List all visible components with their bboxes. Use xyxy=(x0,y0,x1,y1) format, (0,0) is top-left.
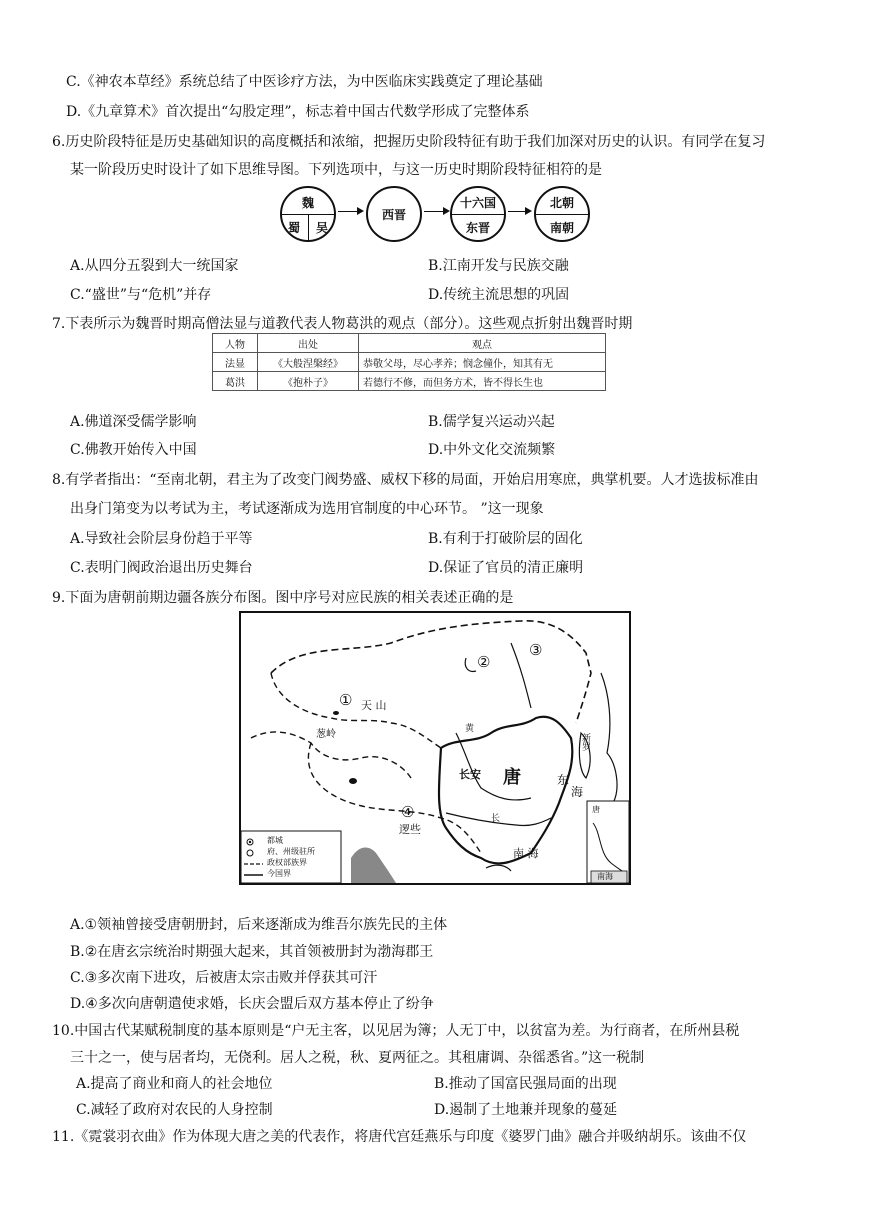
map-dong: 东 xyxy=(557,773,570,787)
q9-option-b: B.②在唐玄宗统治时期强大起来，其首领被册封为渤海郡王 xyxy=(70,944,434,960)
mindmap-arrow-3 xyxy=(508,211,530,212)
q6-stem-line2: 某一阶段历史时设计了如下思维导图。下列选项中，与这一历史时期阶段特征相符的是 xyxy=(70,162,602,178)
table-row xyxy=(213,353,606,372)
legend-capital: 都城 xyxy=(267,836,283,845)
q9-option-c: C.③多次南下进攻，后被唐太宗击败并俘获其可汗 xyxy=(70,970,378,986)
inset-title: 唐 xyxy=(592,805,600,814)
q10-stem-line1: 10.中国古代某赋税制度的基本原则是“户无主客，以见居为簿；人无丁中，以贫富为差。为行商者，在所州县税 xyxy=(52,1023,740,1039)
q7-option-d: D.中外文化交流频繁 xyxy=(428,442,556,458)
q11-stem-line1: 11.《霓裳羽衣曲》作为体现大唐之美的代表作，将唐代宫廷燕乐与印度《婆罗门曲》融合并吸纳胡乐。该曲不仅 xyxy=(52,1129,747,1145)
map-changan: 长安 xyxy=(459,768,481,781)
q6-option-b: B.江南开发与民族交融 xyxy=(428,258,569,274)
map-hai: 海 xyxy=(571,785,584,799)
table-cell: 《抱朴子》 xyxy=(258,372,359,391)
mindmap-arrow-2 xyxy=(424,211,448,212)
q10-option-d: D.遏制了土地兼并现象的蔓延 xyxy=(434,1102,618,1118)
mindmap-node-xijin xyxy=(366,186,422,242)
q6-option-d: D.传统主流思想的巩固 xyxy=(428,287,570,303)
mindmap-node-beichao-nanchao xyxy=(534,186,590,242)
q10-option-b: B.推动了国富民强局面的出现 xyxy=(434,1076,617,1092)
map-xinluo: 新罗 xyxy=(580,733,590,751)
map-congling: 葱岭 xyxy=(316,729,336,740)
map-label-3: ③ xyxy=(529,641,543,659)
map-label-2: ② xyxy=(477,653,491,671)
q10-option-a: A.提高了商业和商人的社会地位 xyxy=(76,1076,273,1092)
map-svg xyxy=(241,613,629,883)
map-label-1: ① xyxy=(339,691,353,709)
q7-stem: 7.下表所示为魏晋时期高僧法显与道教代表人物葛洪的观点（部分）。这些观点折射出魏晋时期 xyxy=(52,316,633,332)
map-tang: 唐 xyxy=(503,767,521,788)
tang-frontier-map xyxy=(239,611,631,885)
mind-map xyxy=(280,184,600,244)
mindmap-beichao: 北朝 xyxy=(549,196,574,210)
q5-option-d: D.《九章算术》首次提出“勾股定理”，标志着中国古代数学形成了完整体系 xyxy=(66,104,530,120)
table-header: 人物 xyxy=(213,334,258,353)
q7-table xyxy=(212,333,606,391)
legend-modern-border: 今国界 xyxy=(267,869,291,878)
q6-stem-line1: 6.历史阶段特征是历史基础知识的高度概括和浓缩，把握历史阶段特征有助于我们加深对历史的认识。有同学在复习 xyxy=(52,134,766,150)
mindmap-nanchao: 南朝 xyxy=(549,221,574,235)
q6-option-c: C.“盛世”与“危机”并存 xyxy=(70,287,212,303)
mindmap-arrow-1 xyxy=(338,211,362,212)
q9-option-d: D.④多次向唐朝遣使求婚，长庆会盟后双方基本停止了纷争 xyxy=(70,996,434,1012)
mindmap-shu: 蜀 xyxy=(288,221,301,235)
q5-option-c: C.《神农本草经》系统总结了中医诊疗方法，为中医临床实践奠定了理论基础 xyxy=(66,74,543,90)
q9-stem: 9.下面为唐朝前期边疆各族分布图。图中序号对应民族的相关表述正确的是 xyxy=(52,590,514,606)
legend-boundary: 政权部族界 xyxy=(267,858,307,867)
table-cell: 《大般涅槃经》 xyxy=(258,353,359,372)
mindmap-xijin: 西晋 xyxy=(381,208,406,222)
q8-option-d: D.保证了官员的清正廉明 xyxy=(428,560,584,576)
mindmap-node-16guo-dongjin xyxy=(450,186,506,242)
q8-option-c: C.表明门阀政治退出历史舞台 xyxy=(70,560,253,576)
q7-option-b: B.儒学复兴运动兴起 xyxy=(428,414,555,430)
map-chang: 长 xyxy=(491,814,501,824)
table-cell: 恭敬父母，尽心孝养；悯念僮仆，知其有无 xyxy=(359,353,606,372)
mindmap-16guo: 十六国 xyxy=(459,196,496,210)
q10-stem-line2: 三十之一，使与居者均，无侥利。居人之税，秋、夏两征之。其租庸调、杂徭悉省。”这一税制 xyxy=(70,1050,645,1066)
q6-option-a: A.从四分五裂到大一统国家 xyxy=(70,258,239,274)
table-row xyxy=(213,372,606,391)
q8-stem-line2: 出身门第变为以考试为主，考试逐渐成为选用官制度的中心环节。 ”这一现象 xyxy=(70,501,544,517)
map-label-4: ④ xyxy=(401,803,415,821)
q8-option-a: A.导致社会阶层身份趋于平等 xyxy=(70,531,253,547)
q7-option-c: C.佛教开始传入中国 xyxy=(70,442,197,458)
q10-option-c: C.减轻了政府对农民的人身控制 xyxy=(76,1102,273,1118)
q8-option-b: B.有利于打破阶层的固化 xyxy=(428,531,583,547)
table-cell: 法显 xyxy=(213,353,258,372)
table-cell: 若德行不修，而但务方术，皆不得长生也 xyxy=(359,372,606,391)
map-huang: 黄 xyxy=(465,724,475,734)
q7-option-a: A.佛道深受儒学影响 xyxy=(70,414,197,430)
q9-option-a: A.①领袖曾接受唐朝册封，后来逐渐成为维吾尔族先民的主体 xyxy=(70,917,448,933)
map-nanhai: 南 海 xyxy=(513,847,539,860)
inset-label: 南海 xyxy=(597,872,613,881)
map-tianshan: 天 山 xyxy=(361,699,387,712)
table-cell: 葛洪 xyxy=(213,372,258,391)
legend-prefecture: 府、州级驻所 xyxy=(267,847,315,856)
q8-stem-line1: 8.有学者指出：“至南北朝，君主为了改变门阀势盛、威权下移的局面，开始启用寒庶，典掌机要。人才选拔标准由 xyxy=(52,472,759,488)
mindmap-wu: 吴 xyxy=(315,221,328,235)
mindmap-wei: 魏 xyxy=(301,196,314,210)
map-luoxie: 逻些 xyxy=(399,823,421,836)
table-header: 观点 xyxy=(359,334,606,353)
table-header: 出处 xyxy=(258,334,359,353)
mindmap-dongjin: 东晋 xyxy=(465,221,490,235)
mindmap-node-wei-shu-wu xyxy=(280,186,336,242)
